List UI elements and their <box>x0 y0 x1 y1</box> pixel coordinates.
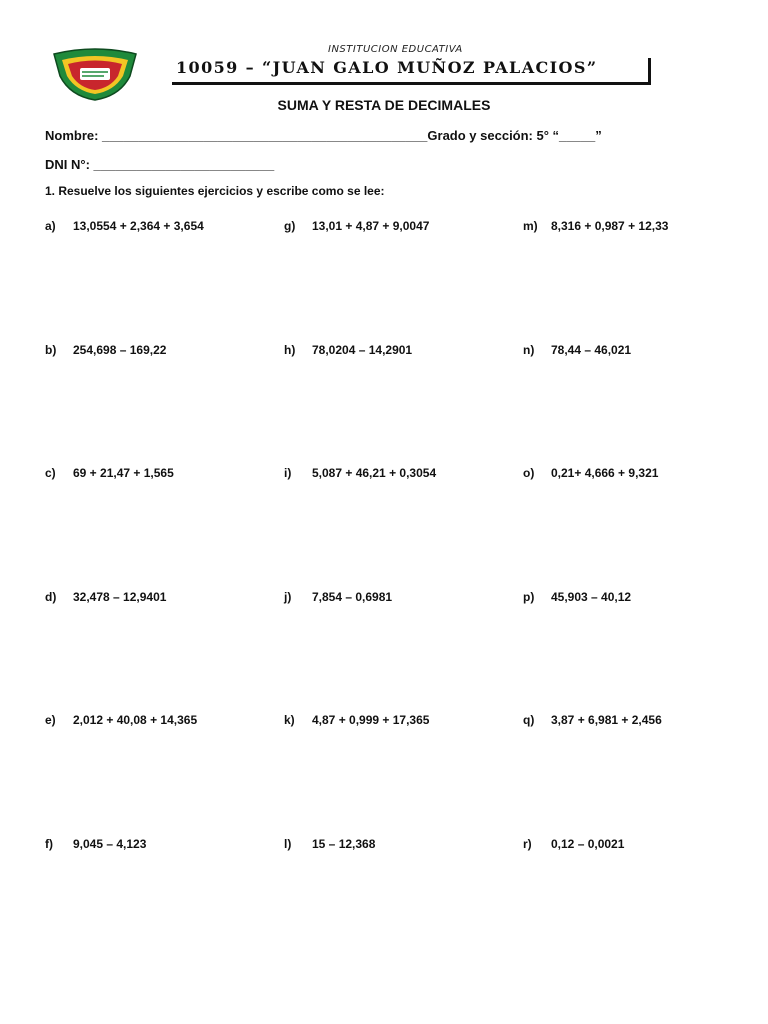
exercise-expression: 0,21+ 4,666 + 9,321 <box>551 466 659 480</box>
exercise-item <box>284 837 375 851</box>
exercise-expression: 78,0204 – 14,2901 <box>312 343 413 357</box>
exercise-expression: 254,698 – 169,22 <box>73 343 167 357</box>
nombre-field[interactable]: Nombre: _____________________________________________Grado y sección: 5° “_____” <box>45 128 602 143</box>
exercise-letter: j) <box>284 590 292 604</box>
exercise-expression: 15 – 12,368 <box>312 837 376 851</box>
exercise-item <box>523 590 631 604</box>
exercise-letter: f) <box>45 837 53 851</box>
exercise-item <box>45 590 166 604</box>
exercise-letter: g) <box>284 219 296 233</box>
exercise-item <box>523 343 631 357</box>
exercise-letter: l) <box>284 837 292 851</box>
exercise-expression: 7,854 – 0,6981 <box>312 590 393 604</box>
exercise-item <box>45 219 204 233</box>
exercise-item <box>45 466 174 480</box>
page-title: SUMA Y RESTA DE DECIMALES <box>277 97 491 113</box>
exercise-letter: i) <box>284 466 292 480</box>
exercise-letter: q) <box>523 713 535 727</box>
school-name: 10059 – “JUAN GALO MUÑOZ PALACIOS” <box>176 58 598 77</box>
exercise-item <box>523 837 624 851</box>
exercise-letter: c) <box>45 466 56 480</box>
exercise-letter: k) <box>284 713 295 727</box>
exercise-letter: m) <box>523 219 538 233</box>
exercise-expression: 0,12 – 0,0021 <box>551 837 625 851</box>
school-name-box <box>172 58 651 85</box>
exercise-item <box>284 713 429 727</box>
school-logo <box>50 46 140 102</box>
exercise-item <box>284 219 429 233</box>
dni-field[interactable]: DNI N°: _________________________ <box>45 157 275 172</box>
exercise-letter: a) <box>45 219 56 233</box>
exercise-item <box>523 219 668 233</box>
exercise-item <box>523 713 662 727</box>
exercise-letter: d) <box>45 590 57 604</box>
exercise-expression: 13,0554 + 2,364 + 3,654 <box>73 219 204 233</box>
exercise-expression: 5,087 + 46,21 + 0,3054 <box>312 466 437 480</box>
exercise-expression: 9,045 – 4,123 <box>73 837 147 851</box>
exercise-letter: b) <box>45 343 57 357</box>
exercise-expression: 3,87 + 6,981 + 2,456 <box>551 713 662 727</box>
exercise-item <box>523 466 658 480</box>
exercise-item <box>284 590 392 604</box>
exercise-item <box>45 343 166 357</box>
exercise-item <box>284 466 436 480</box>
exercise-letter: h) <box>284 343 296 357</box>
exercise-expression: 4,87 + 0,999 + 17,365 <box>312 713 430 727</box>
institution-label: INSTITUCION EDUCATIVA <box>328 44 463 55</box>
instruction-text: 1. Resuelve los siguientes ejercicios y escribe como se lee: <box>45 184 385 198</box>
exercise-expression: 8,316 + 0,987 + 12,33 <box>551 219 669 233</box>
exercise-expression: 45,903 – 40,12 <box>551 590 632 604</box>
exercise-item <box>45 837 146 851</box>
exercise-letter: n) <box>523 343 535 357</box>
exercise-letter: e) <box>45 713 56 727</box>
exercise-expression: 2,012 + 40,08 + 14,365 <box>73 713 198 727</box>
exercise-expression: 69 + 21,47 + 1,565 <box>73 466 174 480</box>
exercise-item <box>284 343 412 357</box>
exercise-expression: 78,44 – 46,021 <box>551 343 632 357</box>
exercise-item <box>45 713 197 727</box>
exercise-letter: r) <box>523 837 532 851</box>
exercise-letter: p) <box>523 590 535 604</box>
header <box>0 0 768 100</box>
exercise-expression: 13,01 + 4,87 + 9,0047 <box>312 219 430 233</box>
exercise-letter: o) <box>523 466 535 480</box>
exercise-expression: 32,478 – 12,9401 <box>73 590 167 604</box>
